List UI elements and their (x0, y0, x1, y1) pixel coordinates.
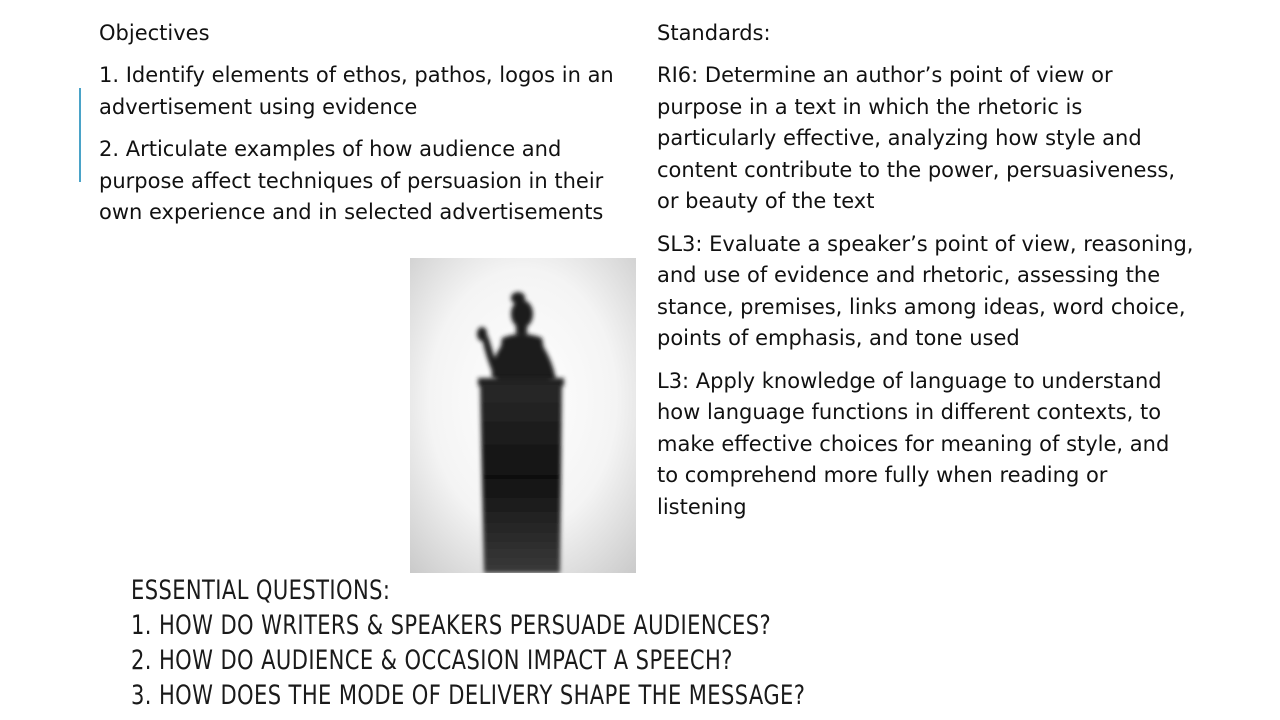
speaker-silhouette-image (410, 258, 636, 573)
objective-item-1: 1. Identify elements of ethos, pathos, logos in an advertisement using evidence (99, 63, 614, 119)
essential-questions (131, 573, 989, 713)
objective-item-2: 2. Articulate examples of how audience and purpose affect techniques of persuasion in their own experience and in selected advertisements (99, 137, 604, 224)
accent-bar (79, 88, 81, 182)
essential-question-3: 3. HOW DOES THE MODE OF DELIVERY SHAPE THE MESSAGE? (131, 680, 806, 711)
essential-question-1: 1. HOW DO WRITERS & SPEAKERS PERSUADE AUDIENCES? (131, 610, 772, 641)
standard-item-ri6: RI6: Determine an author’s point of view or purpose in a text in which the rhetoric is particularly effective, analyzing how style and content contribute to the power, persuasiveness, or beauty of the text (657, 63, 1176, 213)
standard-item-l3: L3: Apply knowledge of language to understand how language functions in different contexts, to make effective choices for meaning of style, and to comprehend more fully when reading or listening (657, 368, 1170, 519)
essential-questions-title: ESSENTIAL QUESTIONS: (131, 575, 391, 606)
standard-item-sl3: SL3: Evaluate a speaker’s point of view, reasoning, and use of evidence and rhetoric, assessing the stance, premises, links among ideas, word choice, points of emphasis, and tone used (657, 231, 1194, 350)
standards-heading: Standards: (657, 21, 771, 45)
objectives-heading: Objectives (99, 21, 210, 45)
essential-question-2: 2. HOW DO AUDIENCE & OCCASION IMPACT A SPEECH? (131, 645, 733, 676)
standards-section (657, 18, 1197, 534)
objectives-section (99, 18, 624, 240)
